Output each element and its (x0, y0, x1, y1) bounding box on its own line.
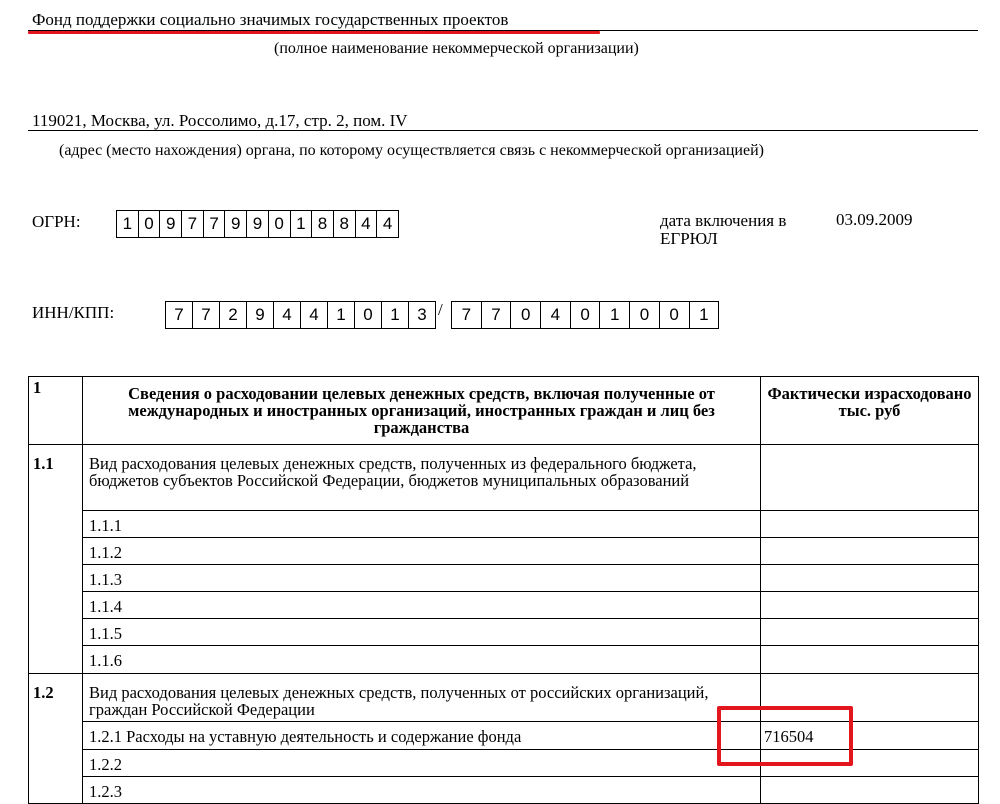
kpp-digit: 0 (660, 302, 690, 328)
row-1-1-3-amount (761, 565, 979, 592)
inn-kpp-label: ИНН/КПП: (32, 303, 115, 322)
ogrn-digit: 4 (356, 211, 378, 237)
ogrn-digit: 9 (225, 211, 247, 237)
section-1-2-num: 1.2 (29, 674, 83, 804)
row-1-1-2-amount (761, 538, 979, 565)
row-1-2-1-label: 1.2.1 Расходы на уставную деятельность и содержание фонда (83, 722, 761, 750)
row-1-2-3-amount (761, 777, 979, 804)
amount-highlight-box (717, 706, 853, 766)
header-num: 1 (29, 377, 83, 445)
ogrn-digit-boxes (116, 210, 399, 238)
ogrn-digit: 9 (160, 211, 182, 237)
kpp-digit: 7 (452, 302, 482, 328)
table-row (29, 565, 979, 592)
ogrn-digit: 4 (382, 214, 393, 233)
egrul-date-label-line2: ЕГРЮЛ (660, 229, 718, 248)
table-row (29, 511, 979, 538)
inn-digit: 4 (301, 302, 328, 328)
table-row (29, 619, 979, 646)
row-1-1-3-label: 1.1.3 (83, 565, 761, 592)
section-1-1-amount (761, 445, 979, 511)
org-address-caption: (адрес (место нахождения) органа, по которому осуществляется связь с некоммерческой организацией) (59, 142, 764, 159)
ogrn-digit: 1 (117, 211, 139, 237)
inn-digit: 1 (328, 302, 355, 328)
kpp-digit-boxes (451, 301, 719, 329)
org-address-underline (28, 130, 978, 131)
inn-digit: 9 (247, 302, 274, 328)
egrul-date-label (660, 212, 786, 248)
row-1-2-1-amount: 716504 (761, 722, 979, 750)
table-row (29, 777, 979, 804)
table-row (29, 592, 979, 619)
kpp-digit: 1 (600, 302, 630, 328)
section-1-2-description: Вид расходования целевых денежных средств, полученных от российских организаций, граждан Российской Федерации (83, 674, 761, 722)
org-name-caption: (полное наименование некоммерческой организации) (274, 40, 639, 57)
kpp-digit: 1 (699, 305, 709, 324)
header-amount: Фактически израсходовано тыс. руб (761, 377, 979, 445)
ogrn-digit: 7 (204, 211, 226, 237)
section-1-1-description: Вид расходования целевых денежных средств, полученных из федерального бюджета, бюджетов субъектов Российской Федерации, бюджетов муниципальных образований (83, 445, 761, 511)
inn-digit-boxes (165, 301, 436, 329)
egrul-date-value: 03.09.2009 (836, 210, 913, 229)
egrul-date-label-line1: дата включения в (660, 211, 787, 230)
ogrn-digit: 0 (269, 211, 291, 237)
header-description: Сведения о расходовании целевых денежных средств, включая полученные от международных и иностранных организаций, иностранных граждан и лиц без гражданства (83, 377, 761, 445)
kpp-digit: 7 (482, 302, 512, 328)
ogrn-digit: 1 (291, 211, 313, 237)
row-1-2-3-label: 1.2.3 (83, 777, 761, 804)
ogrn-digit: 0 (139, 211, 161, 237)
ogrn-digit: 9 (247, 211, 269, 237)
kpp-digit: 4 (541, 302, 571, 328)
table-row (29, 646, 979, 674)
row-1-1-4-label: 1.1.4 (83, 592, 761, 619)
row-1-1-1-amount (761, 511, 979, 538)
row-1-1-5-label: 1.1.5 (83, 619, 761, 646)
inn-digit: 2 (220, 302, 247, 328)
inn-digit: 7 (166, 302, 193, 328)
ogrn-digit: 8 (312, 211, 334, 237)
kpp-digit: 0 (571, 302, 601, 328)
kpp-digit: 0 (630, 302, 660, 328)
kpp-digit: 0 (511, 302, 541, 328)
section-1-1-num: 1.1 (29, 445, 83, 674)
ogrn-digit: 7 (182, 211, 204, 237)
row-1-2-2-label: 1.2.2 (83, 750, 761, 777)
ogrn-label: ОГРН: (32, 212, 81, 231)
org-name: Фонд поддержки социально значимых государственных проектов (32, 10, 509, 29)
ogrn-digit: 8 (334, 211, 356, 237)
row-1-1-6-label: 1.1.6 (83, 646, 761, 674)
inn-kpp-separator: / (438, 300, 443, 319)
inn-digit: 4 (274, 302, 301, 328)
table-header-row (29, 377, 979, 445)
inn-digit: 0 (355, 302, 382, 328)
row-1-1-1-label: 1.1.1 (83, 511, 761, 538)
row-1-1-6-amount (761, 646, 979, 674)
row-1-1-4-amount (761, 592, 979, 619)
inn-digit: 7 (193, 302, 220, 328)
table-row (29, 538, 979, 565)
row-1-1-5-amount (761, 619, 979, 646)
section-1-1-row (29, 445, 979, 511)
org-name-red-underline (28, 31, 600, 34)
inn-digit: 3 (417, 305, 427, 324)
row-1-1-2-label: 1.1.2 (83, 538, 761, 565)
inn-digit: 1 (382, 302, 409, 328)
org-address: 119021, Москва, ул. Россолимо, д.17, стр. 2, пом. IV (32, 111, 408, 130)
